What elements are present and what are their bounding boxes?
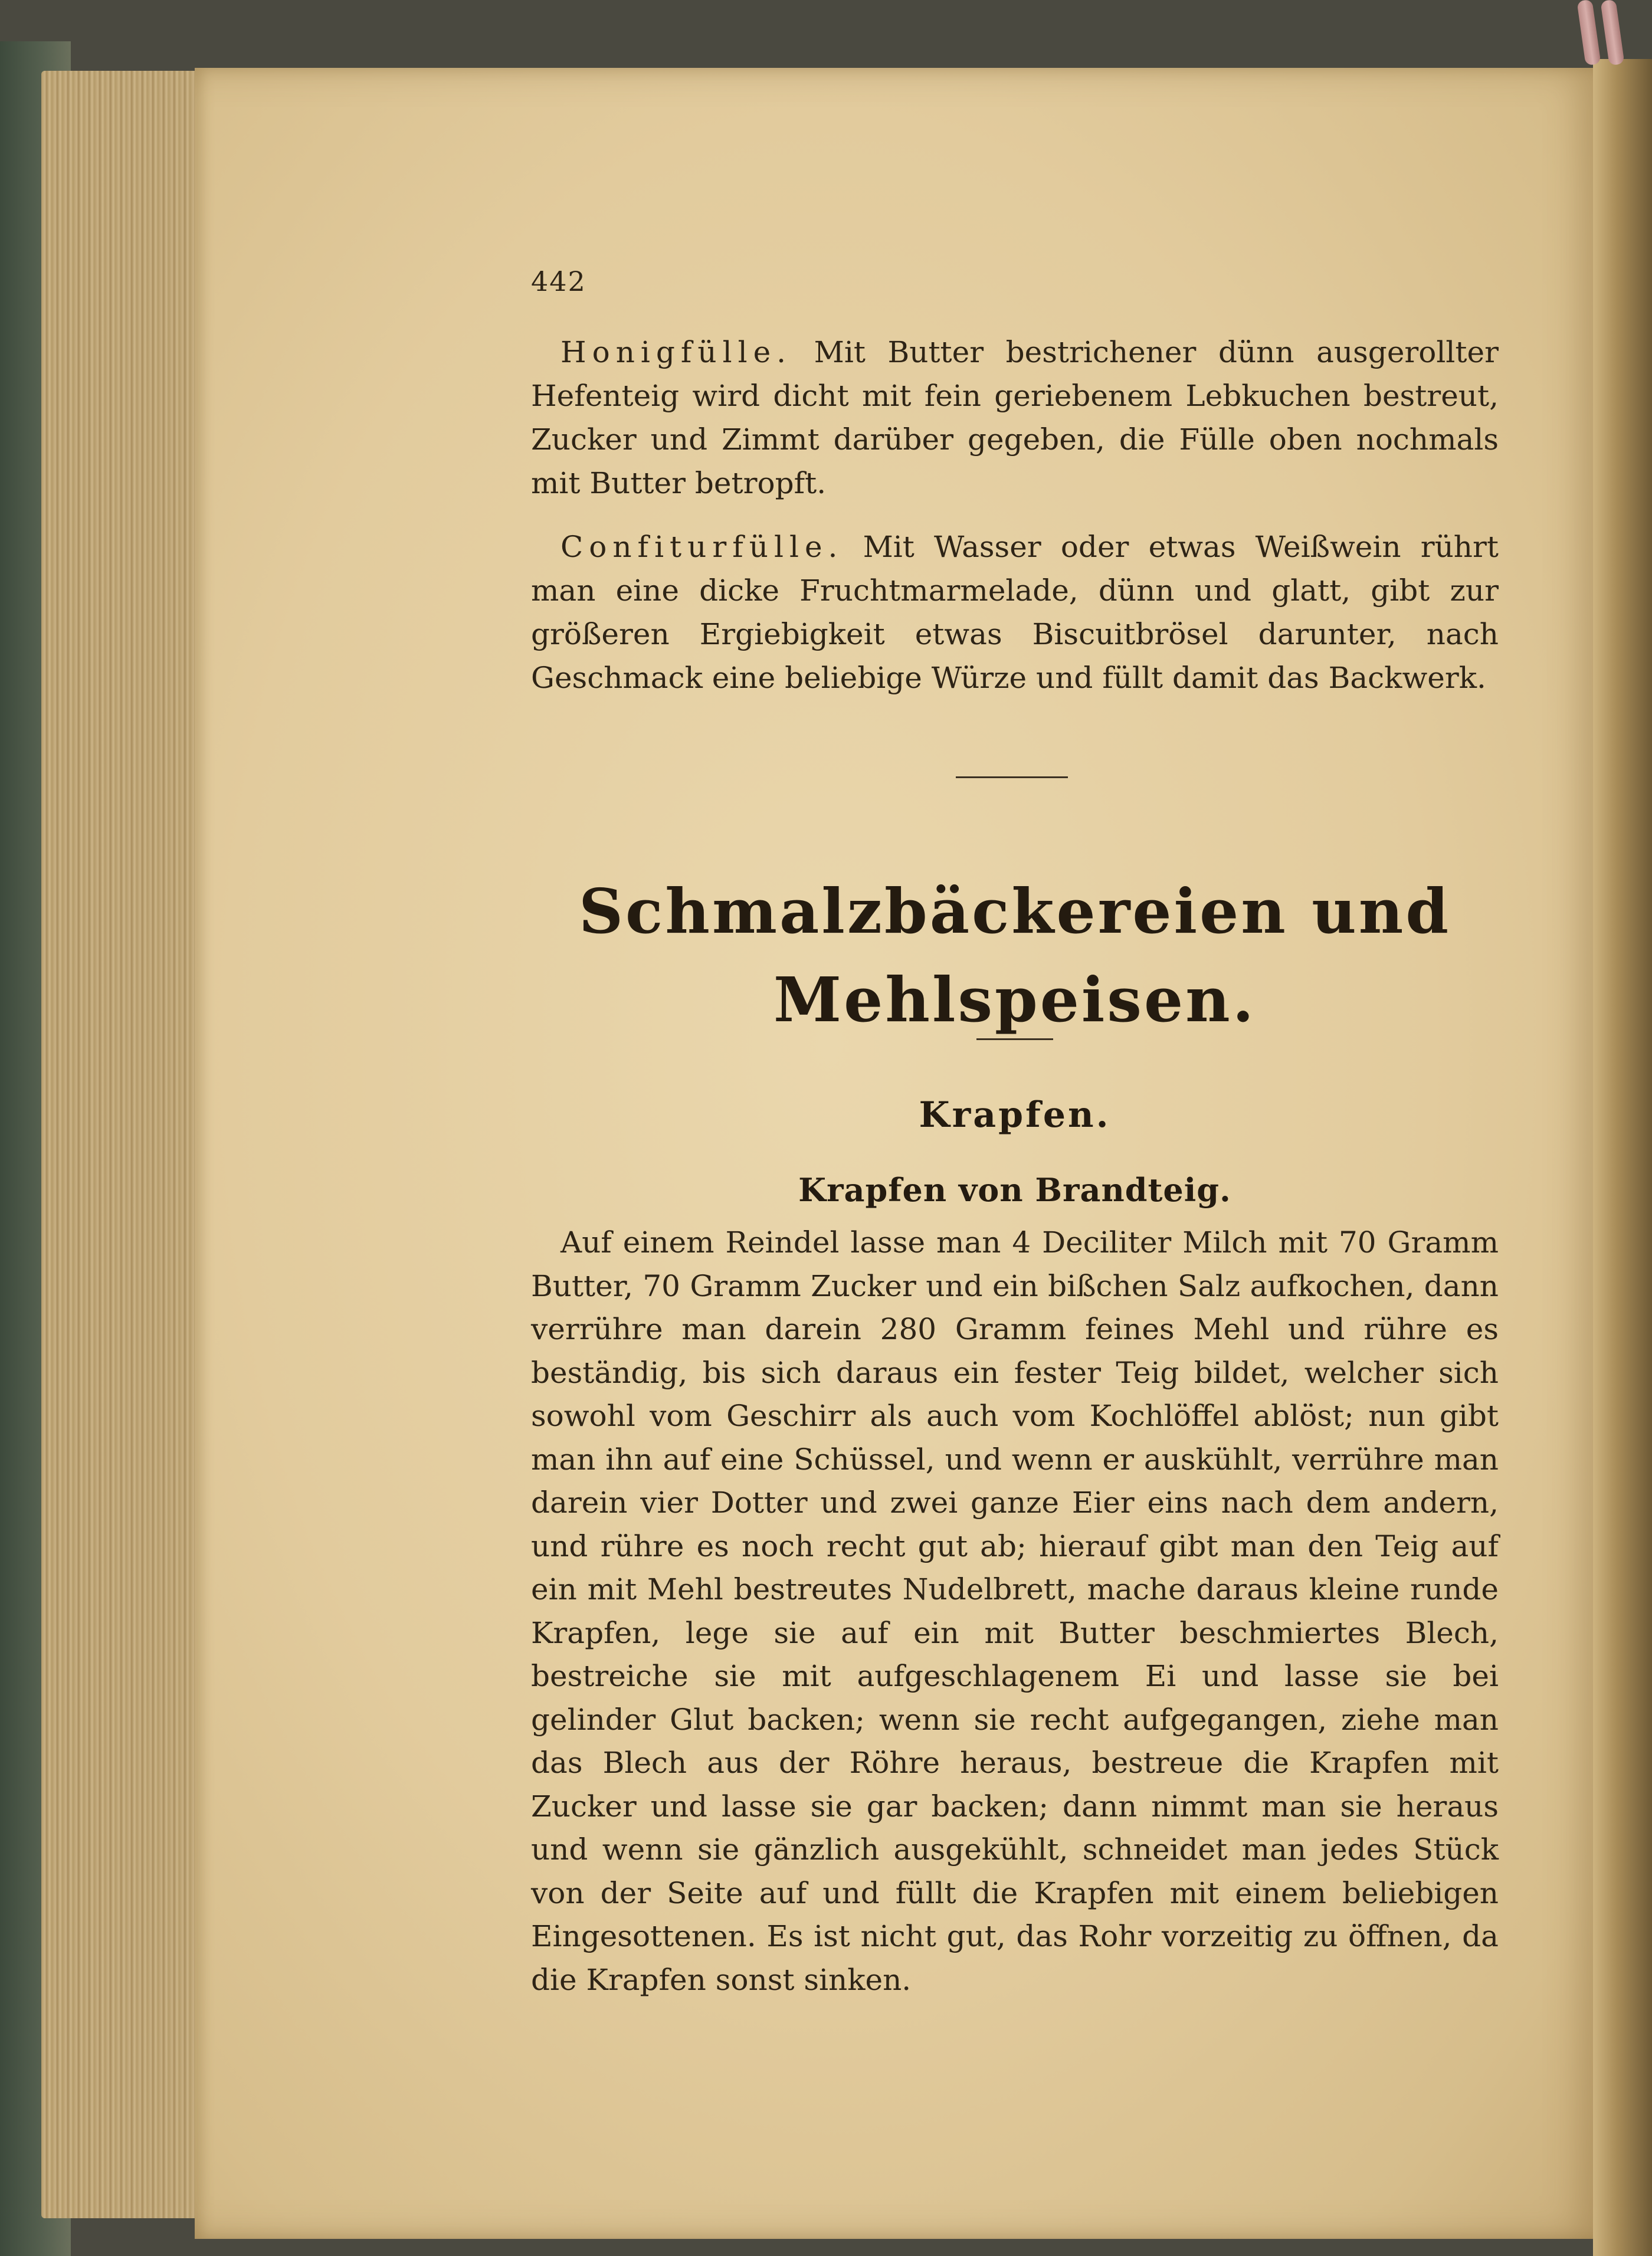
paragraph-text: Mit Butter bestrichener dünn ausgerollter Hefenteig wird dicht mit fein geriebenem Lebkuchen bestreut, Zucker und Zimmt darüber gegeben, die Fülle oben nochmals mit Butter betropft. [531,335,1499,500]
divider-rule [976,1038,1053,1040]
recipe-title: Krapfen von Brandteig. [798,1171,1231,1209]
paragraph-honigfuelle [531,330,1499,505]
section-title [531,867,1499,1044]
page-number: 442 [531,265,586,297]
paragraph-text: Mit Wasser oder etwas Weißwein rührt man eine dicke Fruchtmarmelade, dünn und glatt, gibt zur größeren Ergiebigkeit etwas Biscuitbrösel darunter, nach Geschmack eine beliebige Würze und füllt damit das Backwerk. [531,530,1499,695]
recipe-body [531,1221,1499,2002]
divider-rule [956,776,1068,778]
recipe-text: Auf einem Reindel lasse man 4 Deciliter Milch mit 70 Gramm Butter, 70 Gramm Zucker und ein bißchen Salz aufkochen, dann verrühre man darein 280 Gramm feines Mehl und rühre es beständig, bis sich daraus ein fester Teig bildet, welcher sich sowohl vom Geschirr als auch vom Kochlöffel ablöst; nun gibt man ihn auf eine Schüssel, und wenn er auskühlt, verrühre man darein vier Dotter und zwei ganze Eier eins nach dem andern, und rühre es noch recht gut ab; hierauf gibt man den Teig auf ein mit Mehl bestreutes Nudelbrett, mache daraus kleine runde Krapfen, lege sie auf ein mit Butter beschmiertes Blech, bestreiche sie mit aufgeschlagenem Ei und lasse sie bei gelinder Glut backen; wenn sie recht aufgegangen, ziehe man das Blech aus der Röhre heraus, bestreue die Krapfen mit Zucker und lasse sie gar backen; dann nimmt man sie heraus und wenn sie gänzlich ausgekühlt, schneidet man jedes Stück von der Seite auf und füllt die Krapfen mit einem beliebigen Eingesottenen. Es ist nicht gut, das Rohr vorzeitig zu öffnen, da die Krapfen sonst sinken. [531,1225,1499,1997]
section-title-line2: Mehlspeisen. [773,963,1256,1036]
section-title-line1: Schmalzbäckereien und [578,875,1451,947]
subsection-title: Krapfen. [919,1094,1111,1136]
paragraph-lead: Honigfülle. [560,335,792,369]
book-gutter [1593,59,1652,2256]
paragraph-confiturfuelle [531,525,1499,700]
paragraph-lead: Confiturfülle. [560,530,844,564]
page-edges [41,71,218,2218]
bookmark-ribbon [1558,0,1652,65]
